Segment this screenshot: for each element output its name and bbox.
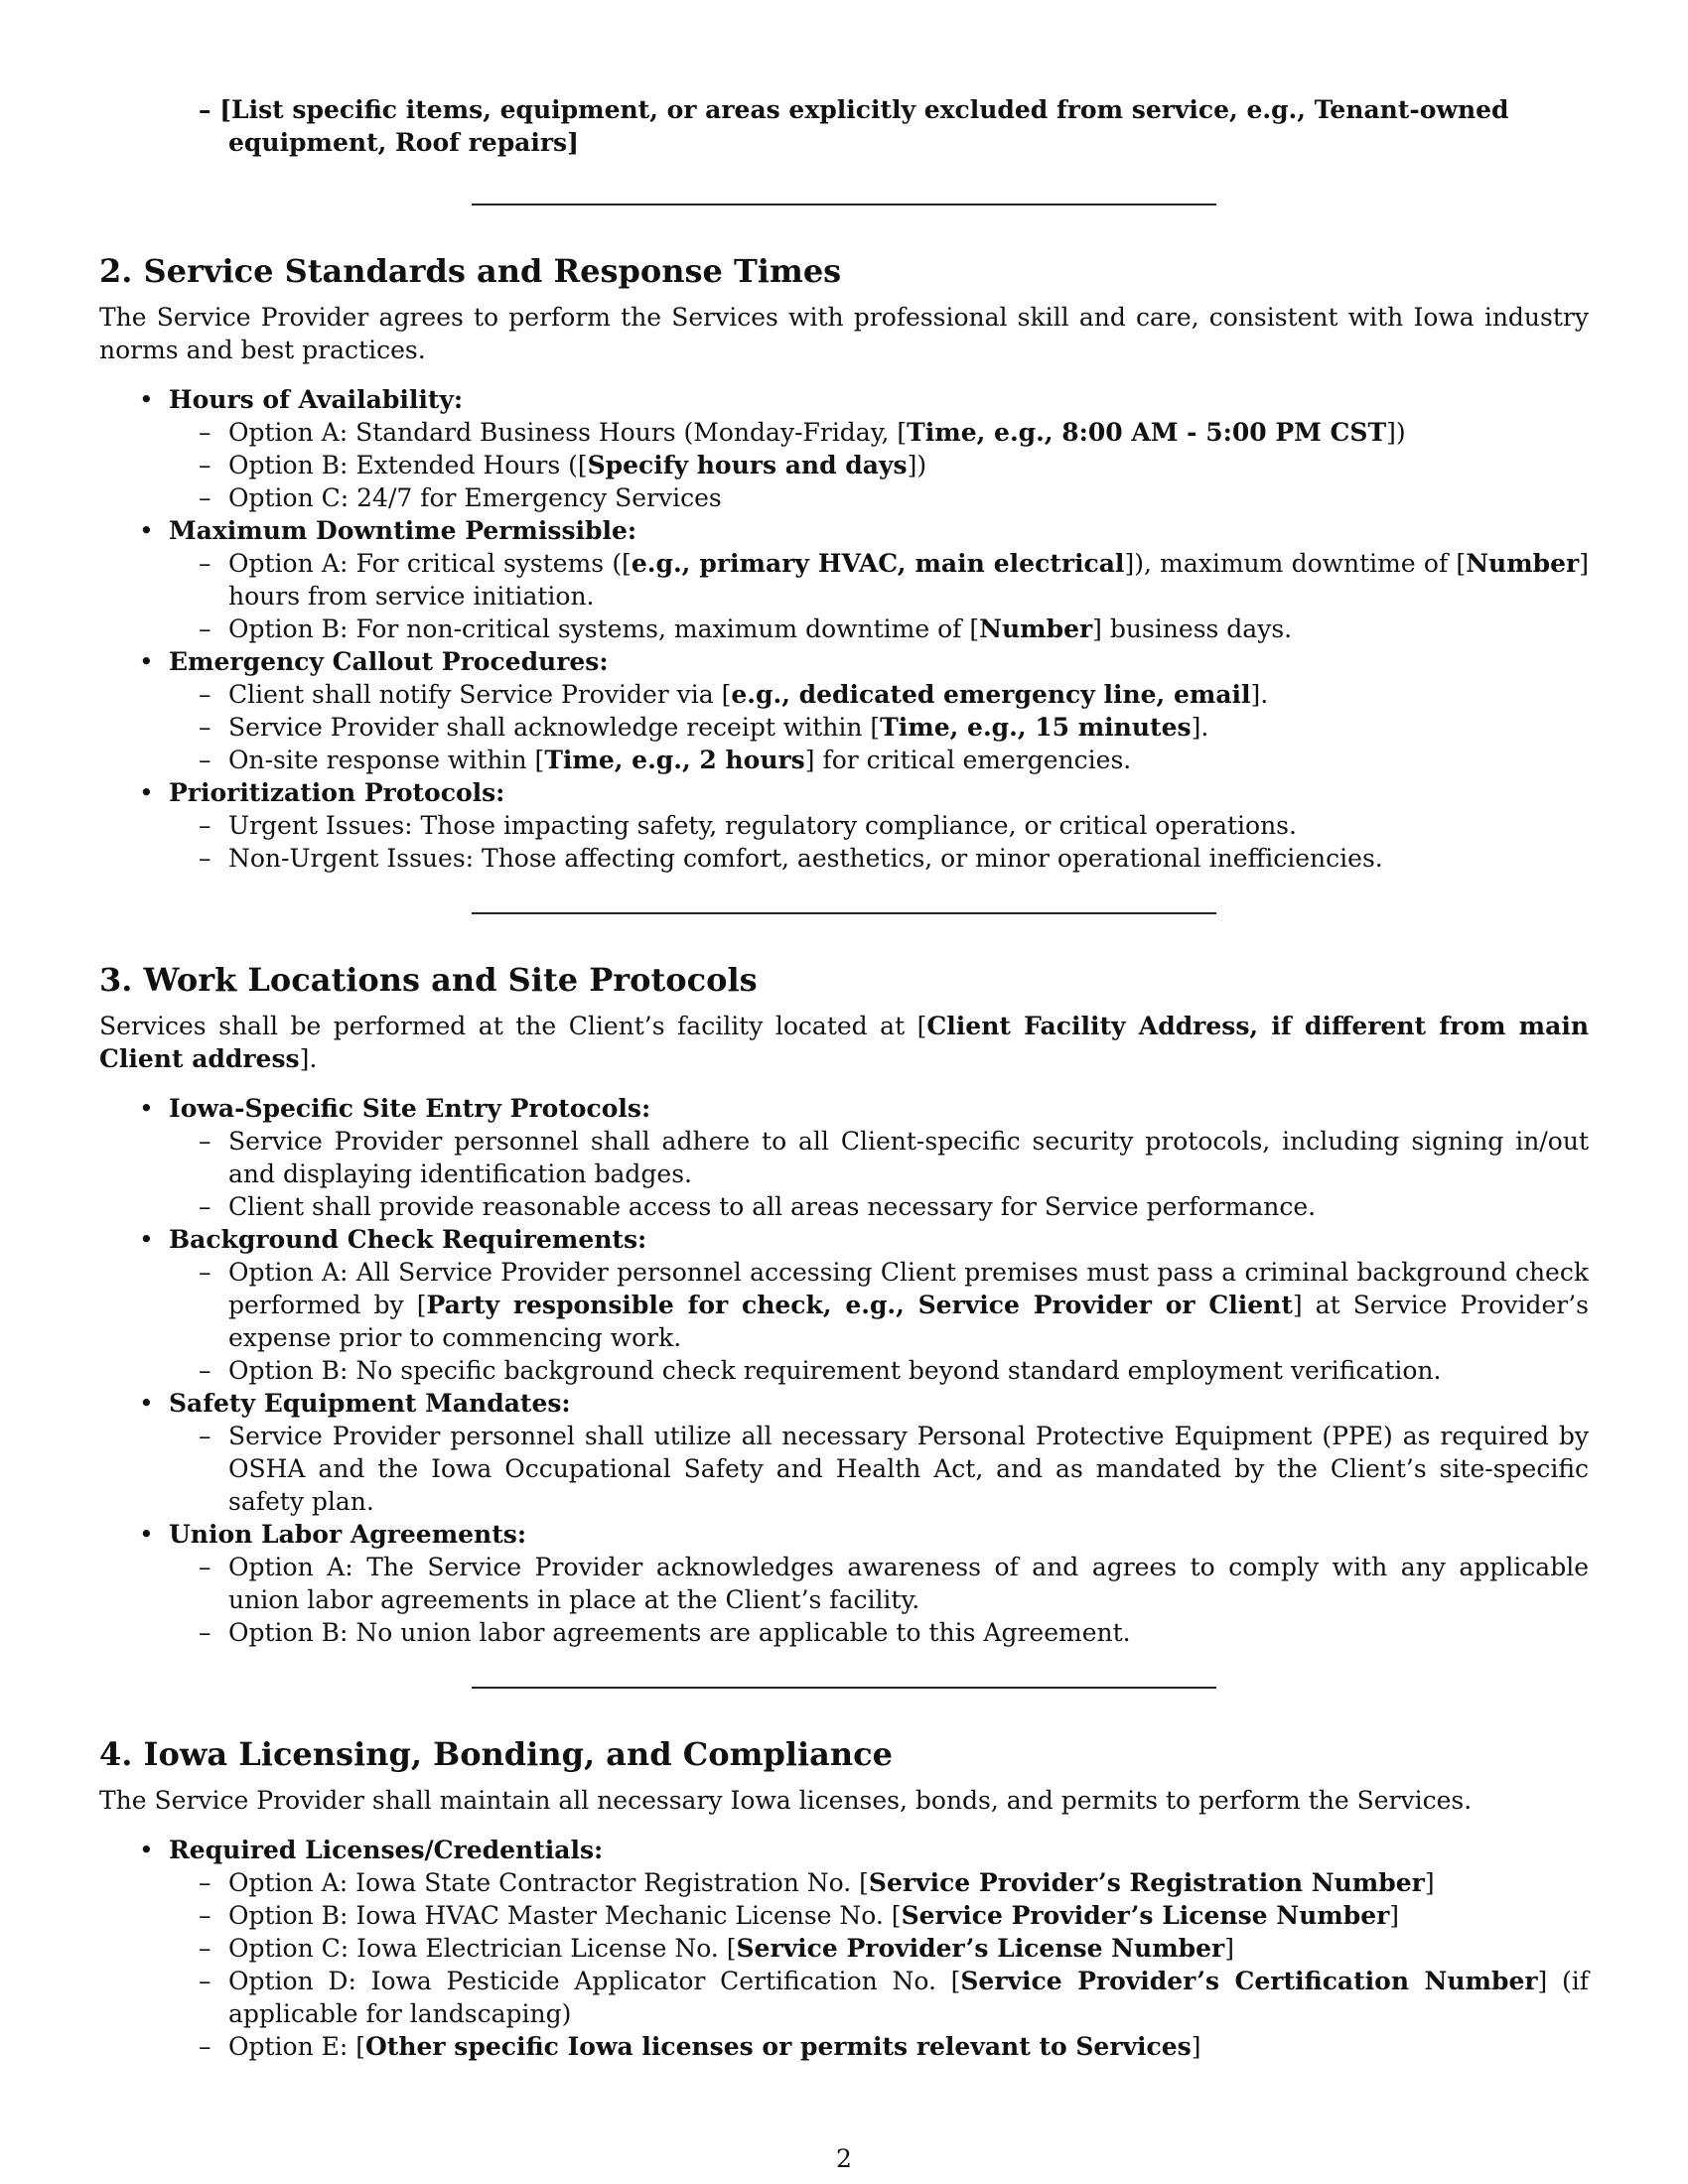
- text-run: ]: [1389, 1901, 1400, 1930]
- text-run: ].: [299, 1044, 318, 1073]
- bullet-list: [99, 383, 1589, 875]
- sub-list: [169, 1125, 1589, 1223]
- dash-icon: –: [199, 811, 211, 840]
- text-run: ] (if applicable for landscaping): [228, 1967, 1589, 2028]
- bullet-list: [99, 1092, 1589, 1649]
- placeholder-text: Time, e.g., 2 hours: [544, 746, 805, 774]
- text-run: Service Provider personnel shall utilize all necessary Personal Protective Equipment (PPE) as required by OSHA and the Iowa Occupational Safety and Health Act, and as mandated by the Client’s site-specific safety plan.: [228, 1422, 1589, 1516]
- section-title: 2. Service Standards and Response Times: [99, 252, 842, 290]
- placeholder-text: Party responsible for check, e.g., Service Provider or Client: [426, 1291, 1293, 1319]
- sub-item: [169, 842, 1589, 875]
- sub-item: [169, 449, 1589, 481]
- text-run: Option A: Iowa State Contractor Registration No. [: [228, 1868, 869, 1897]
- text-run: Option C: Iowa Electrician License No. [: [228, 1934, 737, 1963]
- sub-item: [169, 711, 1589, 744]
- item-heading: Emergency Callout Procedures:: [169, 647, 609, 676]
- dash-icon: –: [199, 2032, 211, 2061]
- text-run: ].: [1191, 713, 1209, 742]
- text-run: Non-Urgent Issues: Those affecting comfort, aesthetics, or minor operational inefficiencies.: [228, 844, 1383, 873]
- placeholder-text: Client Facility Address, if different from main Client address: [99, 1012, 1589, 1073]
- dash-icon: –: [199, 1553, 211, 1581]
- sub-item: [169, 1965, 1589, 2030]
- sub-item: [169, 613, 1589, 645]
- dash-icon: –: [199, 1901, 211, 1930]
- sub-item: [169, 1866, 1589, 1899]
- item-heading: Hours of Availability:: [169, 385, 464, 414]
- section-intro: [99, 1784, 1589, 1817]
- text-run: ]: [1424, 1868, 1435, 1897]
- sub-item: [169, 1256, 1589, 1354]
- text-run: Service Provider shall acknowledge receipt within [: [228, 713, 881, 742]
- placeholder-text: Specify hours and days: [587, 451, 908, 479]
- section-divider: [472, 204, 1216, 205]
- sub-item: [169, 416, 1589, 449]
- dash-icon: –: [199, 418, 211, 447]
- bullet-icon: •: [139, 647, 154, 676]
- placeholder-text: e.g., primary HVAC, main electrical: [631, 549, 1125, 578]
- text-run: Services shall be performed at the Client’s facility located at [: [99, 1012, 927, 1040]
- dash-icon: –: [199, 483, 211, 512]
- list-item: [99, 1223, 1589, 1387]
- text-run: ] hours from service initiation.: [228, 549, 1589, 611]
- dash-icon: –: [199, 1967, 211, 1995]
- section-intro: [99, 1010, 1589, 1075]
- text-run: Client shall provide reasonable access to all areas necessary for Service performance.: [228, 1192, 1317, 1221]
- sub-list: [169, 1866, 1589, 2063]
- sub-list: [169, 547, 1589, 645]
- placeholder-text: Service Provider’s Registration Number: [868, 1868, 1425, 1897]
- placeholder-text: Service Provider’s Certification Number: [960, 1967, 1538, 1995]
- dash-icon: –: [199, 1356, 211, 1385]
- dash-icon: –: [199, 1868, 211, 1897]
- text-run: The Service Provider agrees to perform the Services with professional skill and care, consistent with Iowa industry norms and best practices.: [99, 303, 1589, 364]
- dash-icon: –: [199, 614, 211, 643]
- bullet-list: [99, 1834, 1589, 2063]
- dash-icon: –: [199, 713, 211, 742]
- section-divider: [472, 1687, 1216, 1689]
- sub-item: [169, 547, 1589, 613]
- list-item: [99, 776, 1589, 875]
- item-heading: Prioritization Protocols:: [169, 778, 505, 807]
- dash-icon: –: [199, 451, 211, 479]
- placeholder-text: Service Provider’s License Number: [736, 1934, 1225, 1963]
- text-run: Service Provider personnel shall adhere to all Client-specific security protocols, including signing in/out and displaying identification badges.: [228, 1127, 1589, 1188]
- text-run: Option B: Iowa HVAC Master Mechanic License No. [: [228, 1901, 902, 1930]
- sections-container: [99, 204, 1589, 2063]
- placeholder-text: Time, e.g., 15 minutes: [880, 713, 1192, 742]
- sub-list: [169, 416, 1589, 514]
- item-heading: Background Check Requirements:: [169, 1225, 647, 1254]
- item-heading: Iowa-Specific Site Entry Protocols:: [169, 1094, 651, 1123]
- sub-list: [169, 1551, 1589, 1649]
- text-run: ]): [1386, 418, 1406, 447]
- bullet-icon: •: [139, 516, 154, 545]
- dash-icon: –: [199, 1422, 211, 1450]
- sub-item: [169, 1899, 1589, 1932]
- document-page: [99, 93, 1589, 2063]
- section-divider: [472, 912, 1216, 914]
- list-item: [99, 383, 1589, 514]
- text-run: Option A: All Service Provider personnel accessing Client premises must pass a criminal background check performed by [: [228, 1258, 1589, 1319]
- section-title: 4. Iowa Licensing, Bonding, and Compliance: [99, 1735, 893, 1773]
- sub-item: [169, 1616, 1589, 1649]
- placeholder-text: Other specific Iowa licenses or permits relevant to Services: [365, 2032, 1192, 2061]
- exclusions-item: – [List specific items, equipment, or areas explicitly excluded from service, e.g., Tenant-owned equipment, Roof repairs]: [199, 95, 1509, 157]
- placeholder-text: Number: [979, 614, 1093, 643]
- sub-item: [169, 1354, 1589, 1387]
- sub-item: [169, 1190, 1589, 1223]
- section-intro: [99, 301, 1589, 366]
- dash-icon: –: [199, 1618, 211, 1647]
- list-item: [99, 1518, 1589, 1649]
- text-run: On-site response within [: [228, 746, 545, 774]
- item-heading: Union Labor Agreements:: [169, 1520, 527, 1549]
- sub-item: [169, 2030, 1589, 2063]
- list-item: [99, 1387, 1589, 1518]
- dash-icon: –: [199, 1127, 211, 1156]
- sub-item: [169, 678, 1589, 711]
- text-run: Option A: Standard Business Hours (Monday-Friday, [: [228, 418, 908, 447]
- item-heading: Safety Equipment Mandates:: [169, 1389, 571, 1418]
- text-run: Urgent Issues: Those impacting safety, regulatory compliance, or critical operations.: [228, 811, 1297, 840]
- bullet-icon: •: [139, 1225, 154, 1254]
- text-run: Option E: [: [228, 2032, 366, 2061]
- dash-icon: –: [199, 746, 211, 774]
- item-heading: Required Licenses/Credentials:: [169, 1836, 604, 1864]
- section-title: 3. Work Locations and Site Protocols: [99, 961, 758, 999]
- bullet-icon: •: [139, 1836, 154, 1864]
- text-run: Option C: 24/7 for Emergency Services: [228, 483, 722, 512]
- dash-icon: –: [199, 1934, 211, 1963]
- sub-item: [169, 1420, 1589, 1518]
- text-run: ]), maximum downtime of [: [1124, 549, 1467, 578]
- text-run: ] at Service Provider’s expense prior to commencing work.: [228, 1291, 1589, 1352]
- text-run: Option D: Iowa Pesticide Applicator Certification No. [: [228, 1967, 961, 1995]
- text-run: ]: [1191, 2032, 1201, 2061]
- text-run: ]): [907, 451, 927, 479]
- list-item: [99, 1092, 1589, 1223]
- dash-icon: –: [199, 549, 211, 578]
- item-heading: Maximum Downtime Permissible:: [169, 516, 637, 545]
- list-item: [99, 1834, 1589, 2063]
- sub-list: [169, 1256, 1589, 1387]
- placeholder-text: Time, e.g., 8:00 AM - 5:00 PM CST: [907, 418, 1387, 447]
- sub-item: [169, 809, 1589, 842]
- text-run: Client shall notify Service Provider via [: [228, 680, 732, 709]
- sub-item: [169, 481, 1589, 514]
- placeholder-text: Service Provider’s License Number: [901, 1901, 1390, 1930]
- sub-item: [169, 1932, 1589, 1965]
- text-run: Option A: For critical systems ([: [228, 549, 632, 578]
- text-run: ] business days.: [1092, 614, 1293, 643]
- sub-item: [169, 1125, 1589, 1190]
- text-run: Option B: For non-critical systems, maximum downtime of [: [228, 614, 980, 643]
- sub-list: [169, 678, 1589, 776]
- bullet-icon: •: [139, 778, 154, 807]
- dash-icon: –: [199, 1192, 211, 1221]
- placeholder-text: e.g., dedicated emergency line, email: [731, 680, 1251, 709]
- sub-list: [169, 1420, 1589, 1518]
- dash-icon: –: [199, 680, 211, 709]
- text-run: ]: [1224, 1934, 1234, 1963]
- sub-item: [169, 1551, 1589, 1616]
- bullet-icon: •: [139, 1389, 154, 1418]
- text-run: Option A: The Service Provider acknowledges awareness of and agrees to comply with any applicable union labor agreements in place at the Client’s facility.: [228, 1553, 1589, 1614]
- bullet-icon: •: [139, 385, 154, 414]
- bullet-icon: •: [139, 1520, 154, 1549]
- text-run: ].: [1250, 680, 1269, 709]
- dash-icon: –: [199, 1258, 211, 1287]
- sub-list: [169, 809, 1589, 875]
- text-run: Option B: No specific background check requirement beyond standard employment verification.: [228, 1356, 1442, 1385]
- text-run: Option B: Extended Hours ([: [228, 451, 588, 479]
- placeholder-text: Number: [1466, 549, 1580, 578]
- text-run: ] for critical emergencies.: [804, 746, 1132, 774]
- sub-item: [169, 744, 1589, 776]
- list-item: [99, 645, 1589, 776]
- text-run: Option B: No union labor agreements are applicable to this Agreement.: [228, 1618, 1131, 1647]
- page-number: 2: [836, 2144, 852, 2173]
- text-run: The Service Provider shall maintain all necessary Iowa licenses, bonds, and permits to perform the Services.: [99, 1786, 1473, 1815]
- list-item: [99, 514, 1589, 645]
- bullet-icon: •: [139, 1094, 154, 1123]
- dash-icon: –: [199, 844, 211, 873]
